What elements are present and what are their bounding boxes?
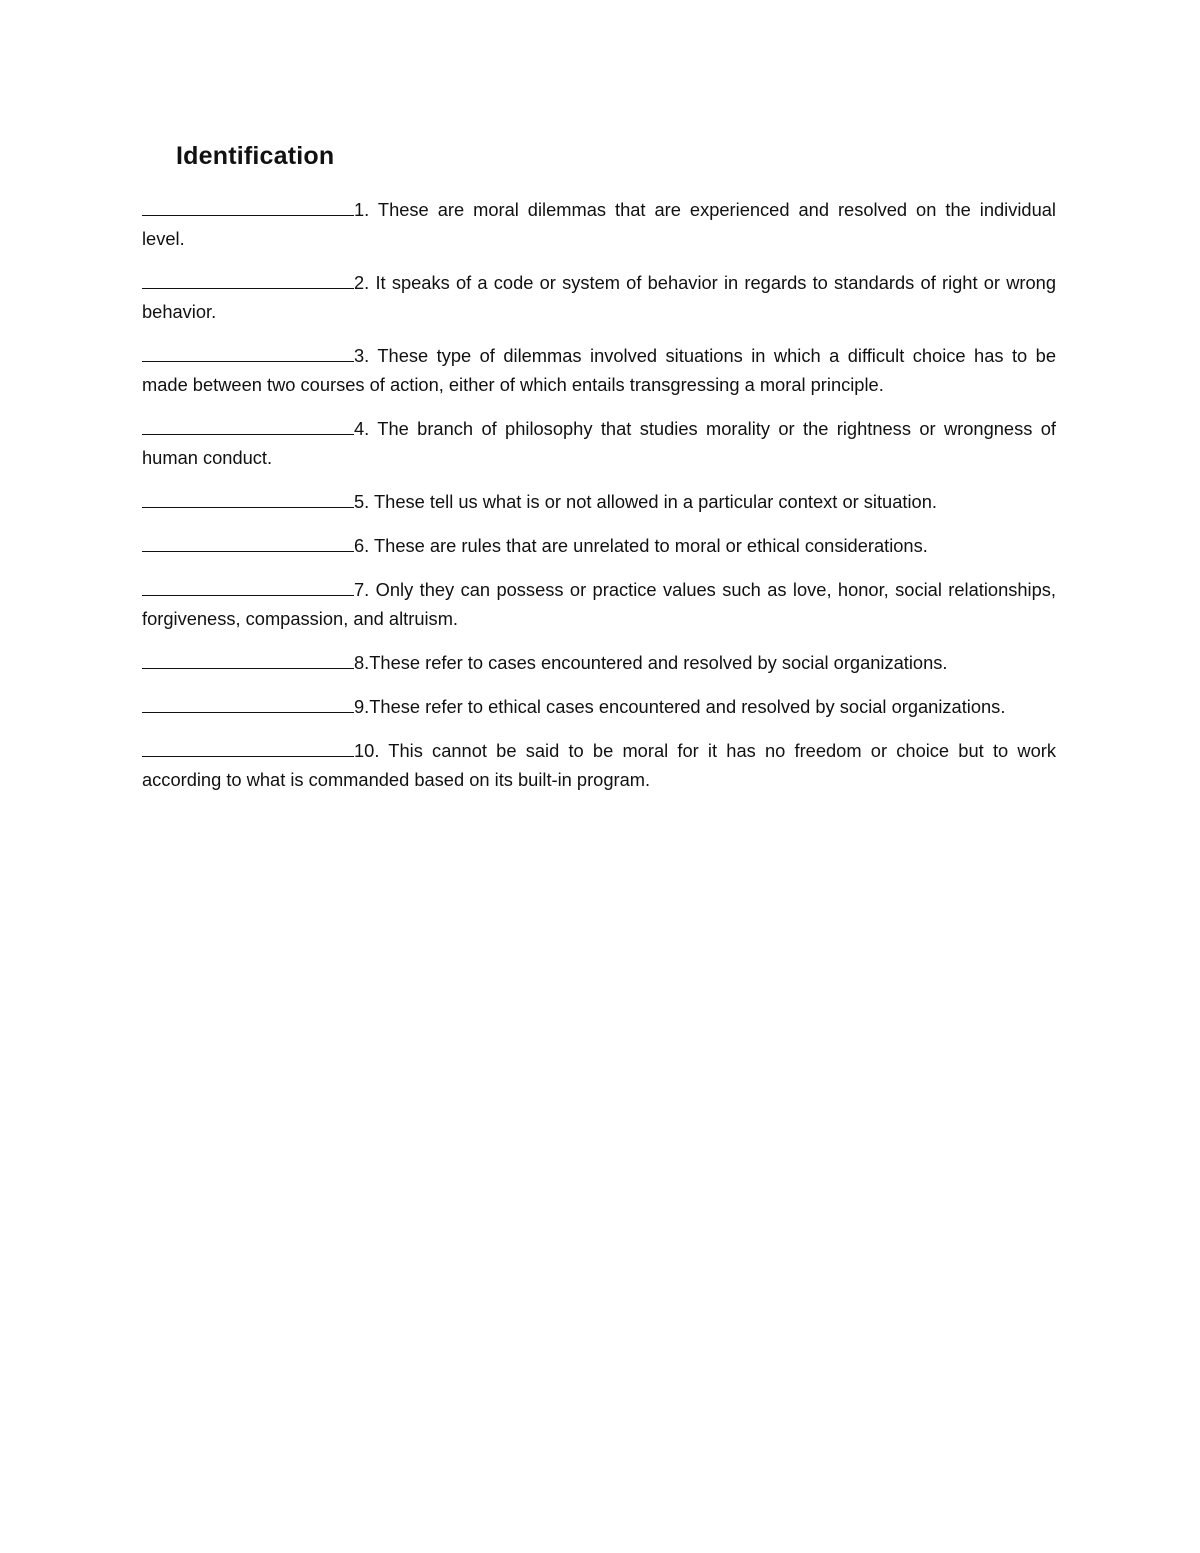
answer-blank[interactable] — [142, 345, 354, 362]
question-text: These tell us what is or not allowed in a particular context or situation. — [369, 491, 937, 512]
answer-blank[interactable] — [142, 652, 354, 669]
answer-blank[interactable] — [142, 199, 354, 216]
answer-blank[interactable] — [142, 491, 354, 508]
question-number: 10. — [354, 740, 380, 761]
answer-blank[interactable] — [142, 418, 354, 435]
question-text: It speaks of a code or system of behavior in regards to standards of right or wrong behavior. — [142, 272, 1056, 322]
question-text: These are moral dilemmas that are experienced and resolved on the individual level. — [142, 199, 1056, 249]
question-number: 6. — [354, 535, 370, 556]
question-item — [142, 531, 1056, 560]
question-item — [142, 341, 1056, 399]
page-title: Identification — [176, 142, 335, 170]
question-item — [142, 648, 1056, 677]
question-number: 8. — [354, 652, 370, 673]
question-number: 4. — [354, 418, 370, 439]
question-item — [142, 575, 1056, 633]
question-text: These type of dilemmas involved situations in which a difficult choice has to be made between two courses of action, either of which entails transgressing a moral principle. — [142, 345, 1056, 395]
question-text: These refer to cases encountered and resolved by social organizations. — [369, 652, 948, 673]
answer-blank[interactable] — [142, 272, 354, 289]
question-text: These refer to ethical cases encountered and resolved by social organizations. — [369, 696, 1006, 717]
question-text: The branch of philosophy that studies morality or the rightness or wrongness of human conduct. — [142, 418, 1056, 468]
question-text: These are rules that are unrelated to moral or ethical considerations. — [369, 535, 928, 556]
question-number: 9. — [354, 696, 370, 717]
question-text: This cannot be said to be moral for it has no freedom or choice but to work according to what is commanded based on its built-in program. — [142, 740, 1056, 790]
question-number: 1. — [354, 199, 370, 220]
question-text: Only they can possess or practice values such as love, honor, social relationships, forgiveness, compassion, and altruism. — [142, 579, 1056, 629]
answer-blank[interactable] — [142, 740, 354, 757]
answer-blank[interactable] — [142, 579, 354, 596]
question-item — [142, 736, 1056, 794]
question-item — [142, 268, 1056, 326]
question-number: 5. — [354, 491, 370, 512]
question-item — [142, 692, 1056, 721]
question-number: 3. — [354, 345, 370, 366]
question-item — [142, 414, 1056, 472]
question-number: 2. — [354, 272, 370, 293]
question-list — [142, 195, 1056, 809]
answer-blank[interactable] — [142, 535, 354, 552]
question-item — [142, 195, 1056, 253]
question-item — [142, 487, 1056, 516]
answer-blank[interactable] — [142, 696, 354, 713]
question-number: 7. — [354, 579, 370, 600]
